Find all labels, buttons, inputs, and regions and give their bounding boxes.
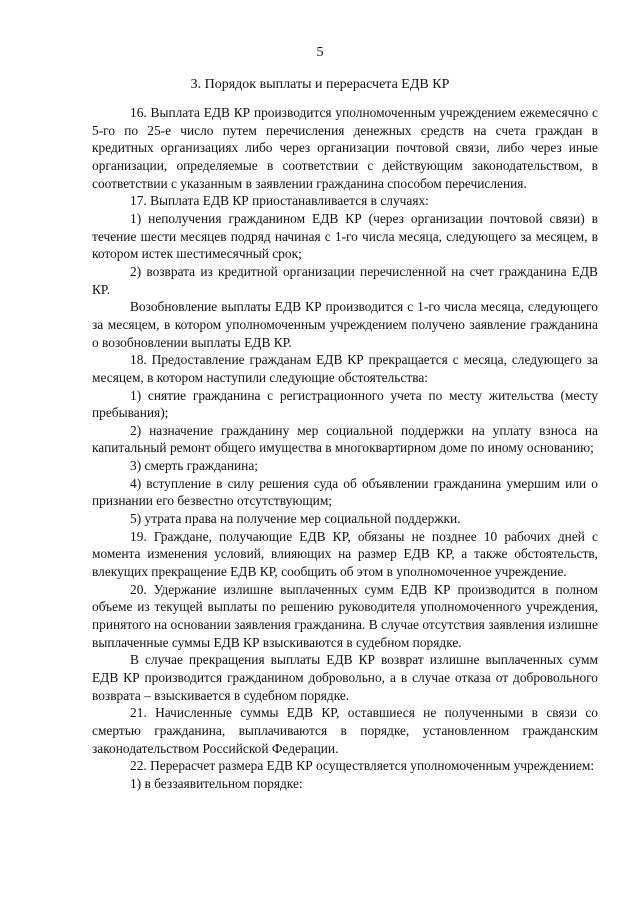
paragraph-16: 16. Выплата ЕДВ КР производится уполномоченным учреждением ежемесячно с 5-го по 25-е число путем перечисления денежных средств на счета граждан в кредитных организациях либо через организации почтовой связи, либо через иные организации, определяемые в соответствии с действующим законодательством, в соответствии с указанным в заявлении гражданина способом перечисления. [92, 105, 598, 191]
paragraph-18-item-4: 4) вступление в силу решения суда об объявлении гражданина умершим или о признании его безвестно отсутствующим; [92, 475, 598, 509]
paragraph-17: 17. Выплата ЕДВ КР приостанавливается в случаях: [130, 193, 429, 209]
page-number: 5 [316, 45, 324, 60]
section-heading: 3. Порядок выплаты и перерасчета ЕДВ КР [190, 77, 450, 92]
paragraph-17-resumption: Возобновление выплаты ЕДВ КР производится с 1-го числа месяца, следующего за месяцем, в котором уполномоченным учреждением получено заявление гражданина о возобновлении выплаты ЕДВ КР. [92, 299, 598, 350]
paragraph-18-item-2: 2) назначение гражданину мер социальной поддержки на уплату взноса на капитальный ремонт общего имущества в многоквартирном доме по иному основанию; [92, 422, 598, 456]
paragraph-19: 19. Граждане, получающие ЕДВ КР, обязаны не позднее 10 рабочих дней с момента изменения условий, влияющих на размер ЕДВ КР, а также обстоятельств, влекущих прекращение ЕДВ КР, сообщить об этом в уполномоченное учреждение. [92, 528, 598, 580]
paragraph-20-return: В случае прекращения выплаты ЕДВ КР возврат излишне выплаченных сумм ЕДВ КР производится гражданином добровольно, а в случае отказа от добровольного возврата – взыскивается в судебном порядке. [92, 652, 598, 703]
paragraph-18-item-5: 5) утрата права на получение мер социальной поддержки. [130, 511, 461, 527]
paragraph-20: 20. Удержание излишне выплаченных сумм ЕДВ КР производится в полном объеме из текущей выплаты по решению руководителя уполномоченного учреждения, принятого на основании заявления гражданина. В случае отсутствия заявления излишне выплаченные суммы ЕДВ КР взыскиваются в судебном порядке. [92, 581, 598, 650]
paragraph-17-item-1: 1) неполучения гражданином ЕДВ КР (через организации почтовой связи) в течение шести месяцев подряд начиная с 1-го числа месяца, следующего за месяцем, в котором истек шестимесячный срок; [92, 210, 598, 262]
paragraph-22-item-1: 1) в беззаявительном порядке: [130, 775, 303, 791]
paragraph-22: 22. Перерасчет размера ЕДВ КР осуществляется уполномоченным учреждением: [130, 758, 595, 774]
paragraph-17-item-2: 2) возврата из кредитной организации перечисленной на счет гражданина ЕДВ КР. [92, 263, 598, 297]
paragraph-21: 21. Начисленные суммы ЕДВ КР, оставшиеся не полученными в связи со смертью гражданина, выплачиваются в порядке, установленном гражданским законодательством Российской Федерации. [92, 705, 598, 756]
paragraph-18-item-3: 3) смерть гражданина; [130, 458, 258, 474]
paragraph-18: 18. Предоставление гражданам ЕДВ КР прекращается с месяца, следующего за месяцем, в котором наступили следующие обстоятельства: [92, 352, 598, 385]
document-body [92, 104, 598, 793]
paragraph-18-item-1: 1) снятие гражданина с регистрационного учета по месту жительства (месту пребывания); [92, 387, 598, 421]
